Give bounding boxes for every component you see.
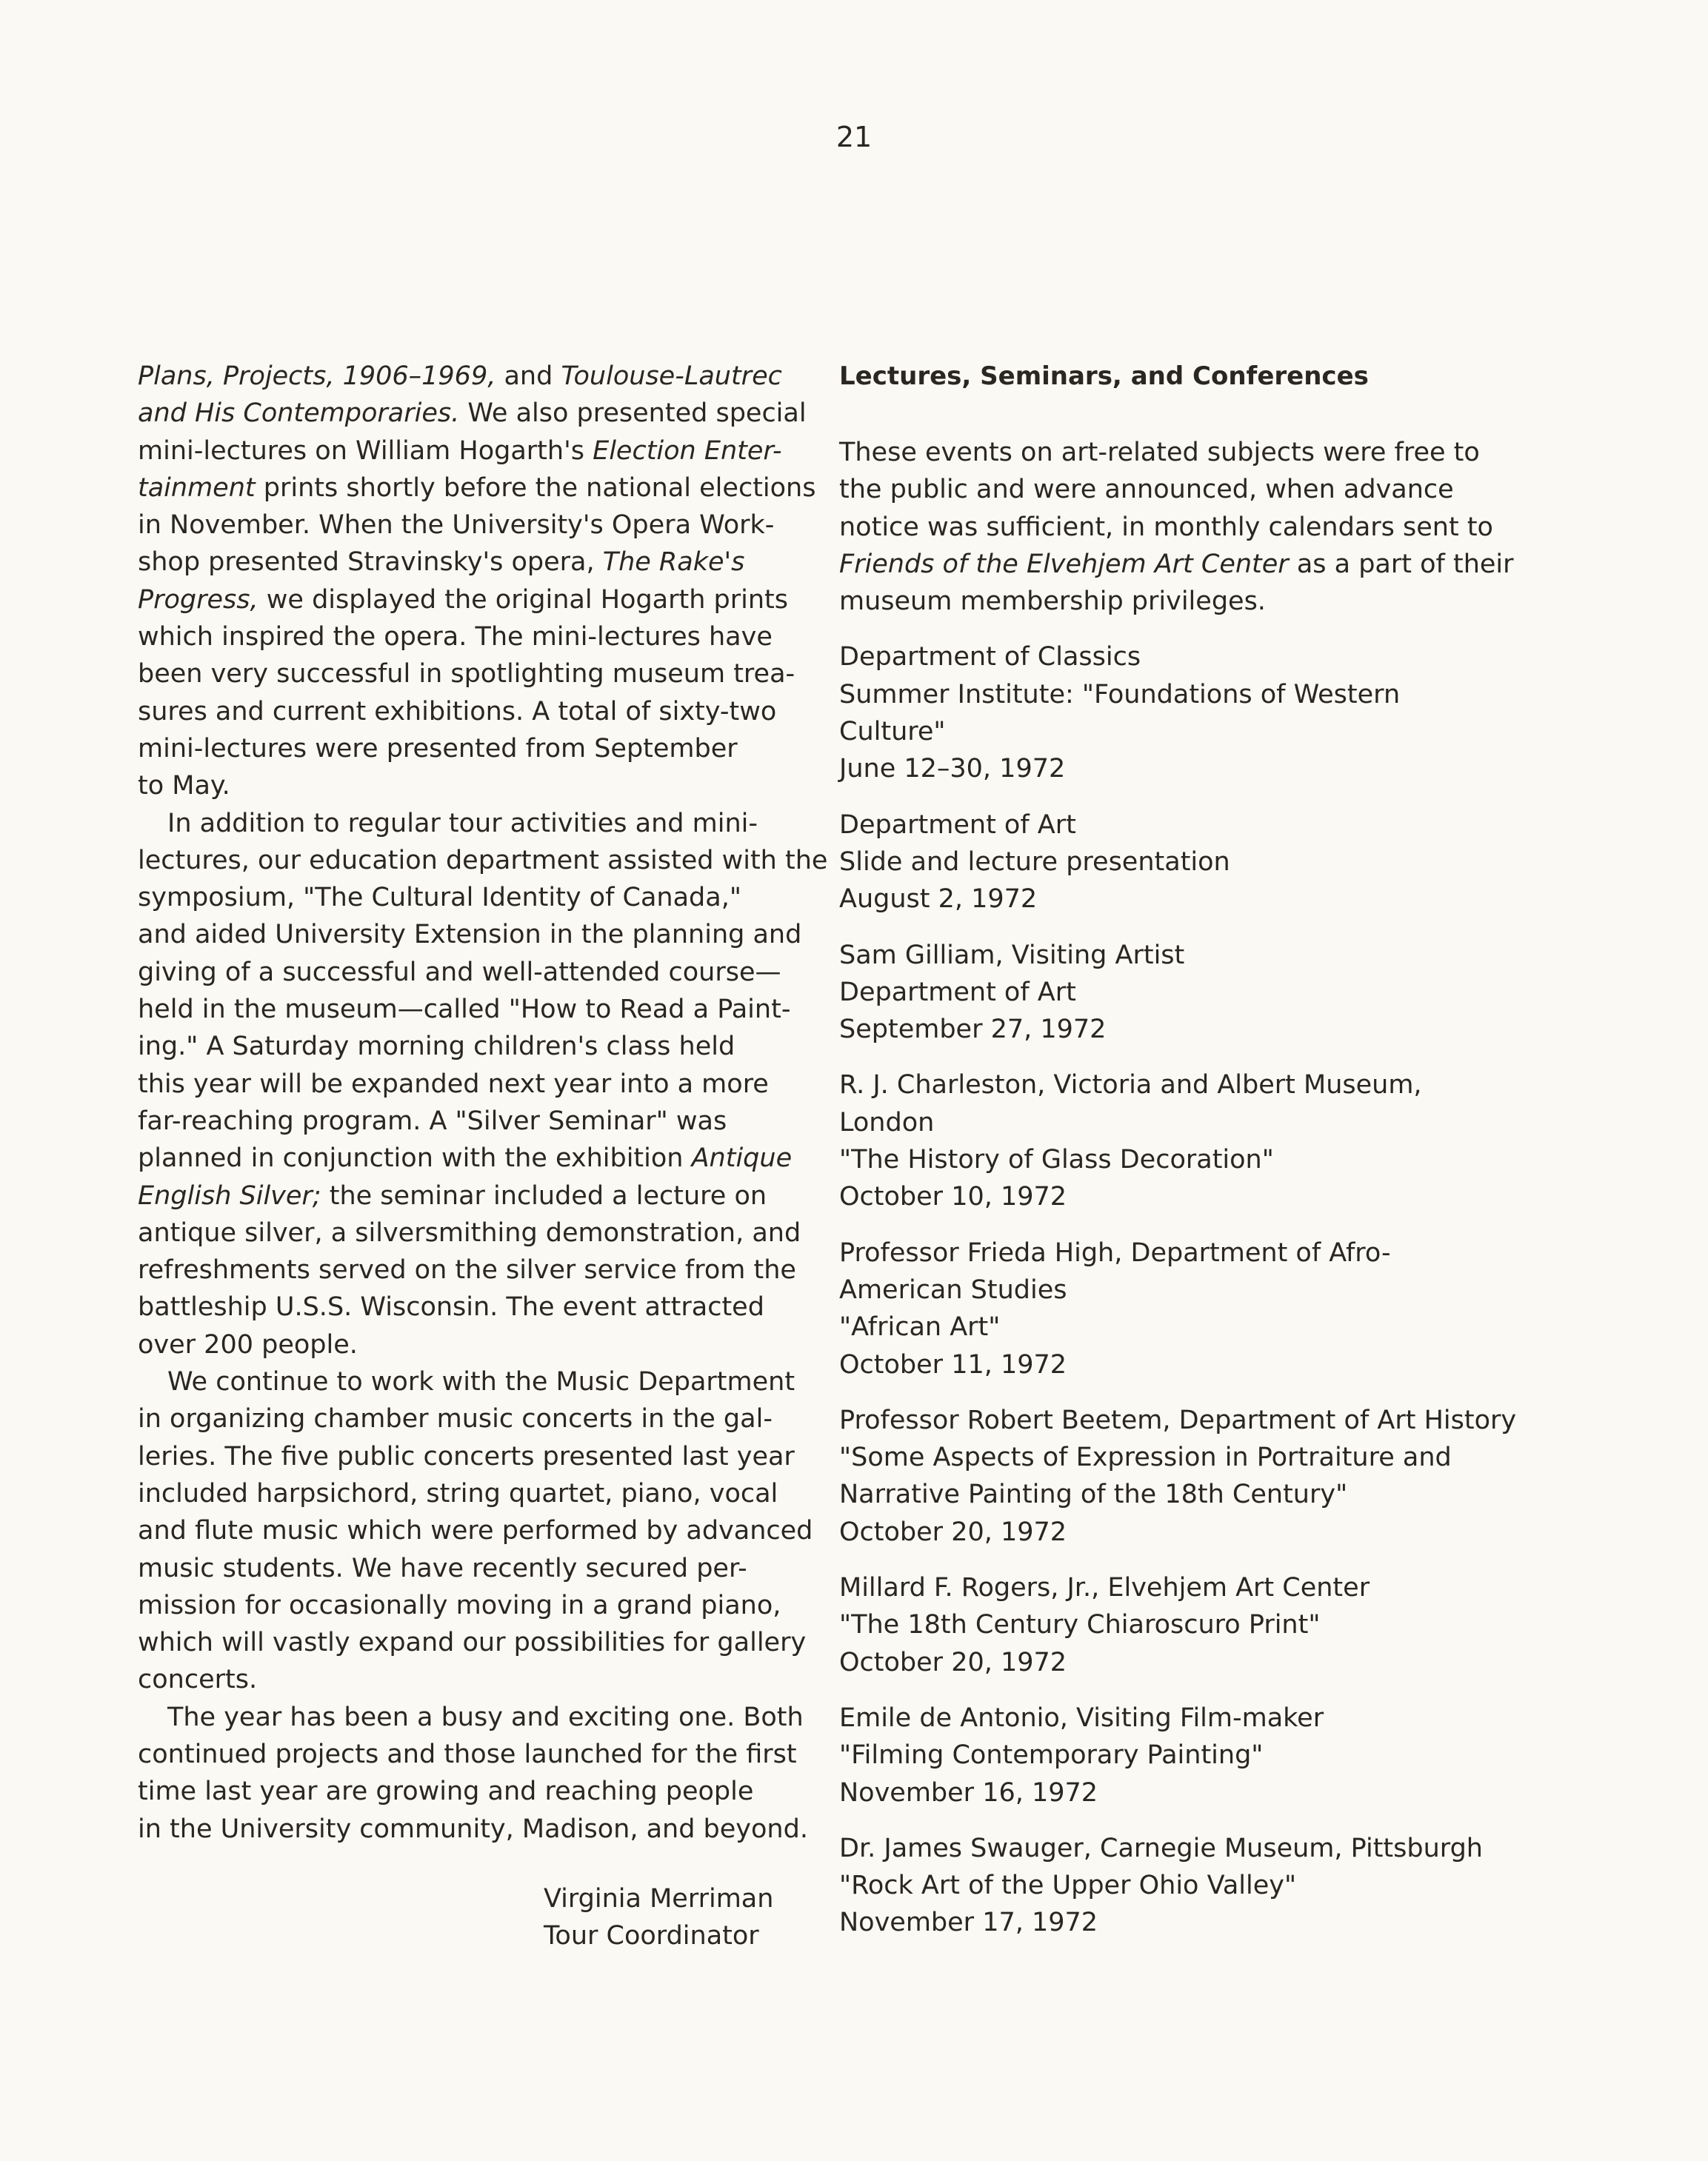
text-segment: In addition to regular tour activities and mini- — [167, 808, 758, 838]
event-line: "Some Aspects of Expression in Portraiture and — [839, 1443, 1452, 1473]
text-segment: shop presented Stravinsky's opera, — [138, 547, 603, 578]
italic-title: Plans, Projects, 1906–1969, — [138, 361, 496, 391]
text-segment: mini-lectures were presented from September — [138, 733, 738, 764]
text-segment: The year has been a busy and exciting one. Both — [167, 1702, 804, 1732]
text-segment: lectures, our education department assisted with the — [138, 845, 828, 875]
text-line — [839, 434, 1580, 471]
text-line — [138, 879, 804, 916]
text-segment: included harpsichord, string quartet, piano, vocal — [138, 1478, 778, 1509]
text-segment: These events on art-related subjects were free to — [839, 438, 1480, 467]
event-entry — [839, 638, 1580, 787]
event-line: Department of Art — [839, 977, 1076, 1007]
italic-title: The Rake's — [602, 547, 745, 578]
signature-title: Tour Coordinator — [544, 1921, 759, 1951]
italic-title: English Silver; — [138, 1180, 321, 1211]
text-segment: in the University community, Madison, and beyond. — [138, 1814, 808, 1844]
text-line — [138, 581, 804, 618]
text-segment: We continue to work with the Music Department — [167, 1367, 795, 1397]
left-column — [138, 358, 828, 1954]
text-line — [839, 471, 1580, 508]
text-line — [138, 1773, 804, 1810]
event-line: "The 18th Century Chiaroscuro Print" — [839, 1610, 1321, 1640]
text-line — [138, 1512, 813, 1549]
text-segment: the seminar included a lecture on — [321, 1180, 767, 1211]
text-segment: ing." A Saturday morning children's class held — [138, 1032, 735, 1062]
event-line: American Studies — [839, 1275, 1067, 1305]
event-line: "Filming Contemporary Painting" — [839, 1740, 1264, 1771]
event-line: Sam Gilliam, Visiting Artist — [839, 940, 1185, 970]
event-line: September 27, 1972 — [839, 1015, 1107, 1045]
text-line — [138, 1289, 804, 1326]
event-line: October 11, 1972 — [839, 1349, 1067, 1380]
text-line — [138, 1363, 804, 1400]
section-intro — [839, 434, 1580, 620]
right-column — [839, 358, 1580, 1942]
text-segment: refreshments served on the silver service from the — [138, 1255, 796, 1286]
text-segment: and flute music which were performed by advanced — [138, 1516, 813, 1546]
event-entry — [839, 1700, 1580, 1811]
body-paragraph — [138, 1699, 808, 1848]
italic-title: tainment — [138, 472, 256, 503]
text-line — [138, 991, 804, 1028]
text-segment: this year will be expanded next year into a more — [138, 1069, 769, 1099]
event-entry — [839, 1569, 1580, 1681]
italic-title: Progress, — [138, 584, 258, 615]
event-line: October 20, 1972 — [839, 1517, 1067, 1547]
event-line: London — [839, 1107, 935, 1138]
text-segment: symposium, "The Cultural Identity of Canada," — [138, 883, 741, 913]
event-line: June 12–30, 1972 — [839, 754, 1066, 784]
event-line: "Rock Art of the Upper Ohio Valley" — [839, 1871, 1297, 1901]
text-segment: which will vastly expand our possibilities for gallery — [138, 1628, 807, 1658]
event-line: Professor Robert Beetem, Department of Art History — [839, 1405, 1517, 1435]
italic-title: Friends of the Elvehjem Art Center — [839, 549, 1289, 579]
body-paragraph — [138, 1363, 813, 1699]
text-line — [839, 546, 1580, 583]
text-segment: notice was sufficient, in monthly calendars sent to — [839, 512, 1493, 542]
text-segment: mini-lectures on William Hogarth's — [138, 435, 593, 466]
event-entry — [839, 1235, 1580, 1383]
text-line — [138, 767, 804, 804]
text-line — [839, 583, 1580, 620]
italic-title: and His Contemporaries. — [138, 398, 460, 429]
event-line: August 2, 1972 — [839, 884, 1038, 915]
text-line — [138, 395, 807, 432]
text-segment: giving of a successful and well-attended course— — [138, 957, 781, 987]
text-segment: we displayed the original Hogarth prints — [258, 584, 789, 615]
event-list — [839, 638, 1580, 1941]
text-line — [138, 1066, 804, 1103]
text-segment: music students. We have recently secured per- — [138, 1553, 747, 1583]
event-line: November 16, 1972 — [839, 1777, 1098, 1808]
event-line: Professor Frieda High, Department of Afro- — [839, 1238, 1391, 1268]
text-segment: time last year are growing and reaching people — [138, 1777, 754, 1807]
event-line: Slide and lecture presentation — [839, 846, 1230, 877]
event-line: Department of Art — [839, 809, 1076, 840]
text-segment: concerts. — [138, 1665, 258, 1695]
text-line — [138, 1178, 804, 1215]
text-line — [138, 544, 804, 581]
text-line — [138, 730, 804, 767]
text-line — [138, 1400, 804, 1437]
text-line — [138, 1699, 804, 1736]
text-line — [138, 507, 804, 544]
text-segment: and aided University Extension in the planning and — [138, 920, 802, 950]
text-line — [138, 470, 816, 507]
text-segment: held in the museum—called "How to Read a Paint- — [138, 995, 791, 1025]
italic-title: Toulouse-Lautrec — [561, 361, 782, 391]
text-segment: been very successful in spotlighting museum trea- — [138, 659, 795, 689]
text-line — [138, 358, 804, 395]
left-column-text — [138, 358, 828, 1848]
text-line — [138, 693, 804, 730]
text-segment: planned in conjunction with the exhibition — [138, 1143, 692, 1174]
text-line — [138, 618, 804, 655]
event-line: "The History of Glass Decoration" — [839, 1145, 1274, 1175]
event-line: October 10, 1972 — [839, 1182, 1067, 1212]
text-line — [138, 1736, 804, 1773]
text-line — [138, 1624, 807, 1661]
signature-block — [138, 1880, 804, 1955]
text-line — [138, 1475, 804, 1512]
event-line: Culture" — [839, 717, 946, 747]
event-entry — [839, 806, 1580, 918]
text-line — [138, 432, 804, 470]
text-line — [138, 842, 828, 879]
event-entry — [839, 1066, 1580, 1215]
italic-title: Election Enter- — [593, 435, 782, 466]
text-line — [138, 1811, 808, 1848]
text-segment: the public and were announced, when advance — [839, 475, 1454, 505]
text-line — [138, 916, 804, 953]
text-segment: continued projects and those launched for the first — [138, 1739, 797, 1769]
event-entry — [839, 1402, 1580, 1551]
text-segment: leries. The five public concerts presented last year — [138, 1441, 795, 1472]
event-line: "African Art" — [839, 1312, 1001, 1343]
event-line: November 17, 1972 — [839, 1908, 1098, 1938]
event-line: October 20, 1972 — [839, 1647, 1067, 1677]
text-line — [138, 1252, 804, 1289]
body-paragraph — [138, 358, 816, 805]
text-segment: sures and current exhibitions. A total of sixty-two — [138, 696, 777, 727]
italic-title: Antique — [691, 1143, 793, 1174]
text-line — [138, 655, 804, 692]
text-segment: which inspired the opera. The mini-lectures have — [138, 622, 773, 652]
event-line: Millard F. Rogers, Jr., Elvehjem Art Center — [839, 1573, 1370, 1603]
text-segment: as a part of their — [1288, 549, 1514, 579]
event-line: Emile de Antonio, Visiting Film-maker — [839, 1703, 1324, 1733]
event-line: Dr. James Swauger, Carnegie Museum, Pittsburgh — [839, 1833, 1483, 1863]
event-entry — [839, 937, 1580, 1049]
text-line — [138, 1550, 804, 1587]
text-segment: mission for occasionally moving in a grand piano, — [138, 1590, 781, 1620]
body-paragraph — [138, 805, 828, 1363]
text-segment: over 200 people. — [138, 1329, 358, 1360]
text-line — [138, 1028, 804, 1065]
text-segment: in November. When the University's Opera Work- — [138, 510, 775, 541]
text-segment: prints shortly before the national elections — [255, 472, 816, 503]
text-segment: battleship U.S.S. Wisconsin. The event attracted — [138, 1292, 764, 1323]
text-line — [138, 954, 804, 991]
event-line: Department of Classics — [839, 642, 1141, 672]
text-segment: in organizing chamber music concerts in the gal- — [138, 1404, 773, 1434]
text-segment: We also presented special — [459, 398, 807, 429]
text-segment: antique silver, a silversmithing demonstration, and — [138, 1218, 801, 1248]
event-line: Summer Institute: "Foundations of Western — [839, 679, 1401, 709]
text-line — [138, 1661, 804, 1698]
text-line — [138, 1438, 804, 1475]
text-line — [138, 1140, 804, 1177]
text-segment: far-reaching program. A "Silver Seminar" was — [138, 1106, 727, 1136]
page-number: 21 — [835, 121, 873, 153]
text-line — [138, 1103, 804, 1140]
text-line — [138, 1587, 804, 1624]
text-line — [138, 1215, 804, 1252]
text-line — [138, 805, 804, 842]
text-line — [138, 1326, 804, 1363]
text-segment: museum membership privileges. — [839, 587, 1266, 617]
event-line: R. J. Charleston, Victoria and Albert Museum, — [839, 1070, 1422, 1100]
section-heading: Lectures, Seminars, and Conferences — [839, 361, 1369, 391]
text-segment: and — [496, 361, 561, 391]
signature-name: Virginia Merriman — [544, 1883, 774, 1914]
event-entry — [839, 1830, 1580, 1942]
event-line: Narrative Painting of the 18th Century" — [839, 1480, 1348, 1510]
text-segment: to May. — [138, 771, 230, 801]
text-line — [839, 509, 1580, 546]
